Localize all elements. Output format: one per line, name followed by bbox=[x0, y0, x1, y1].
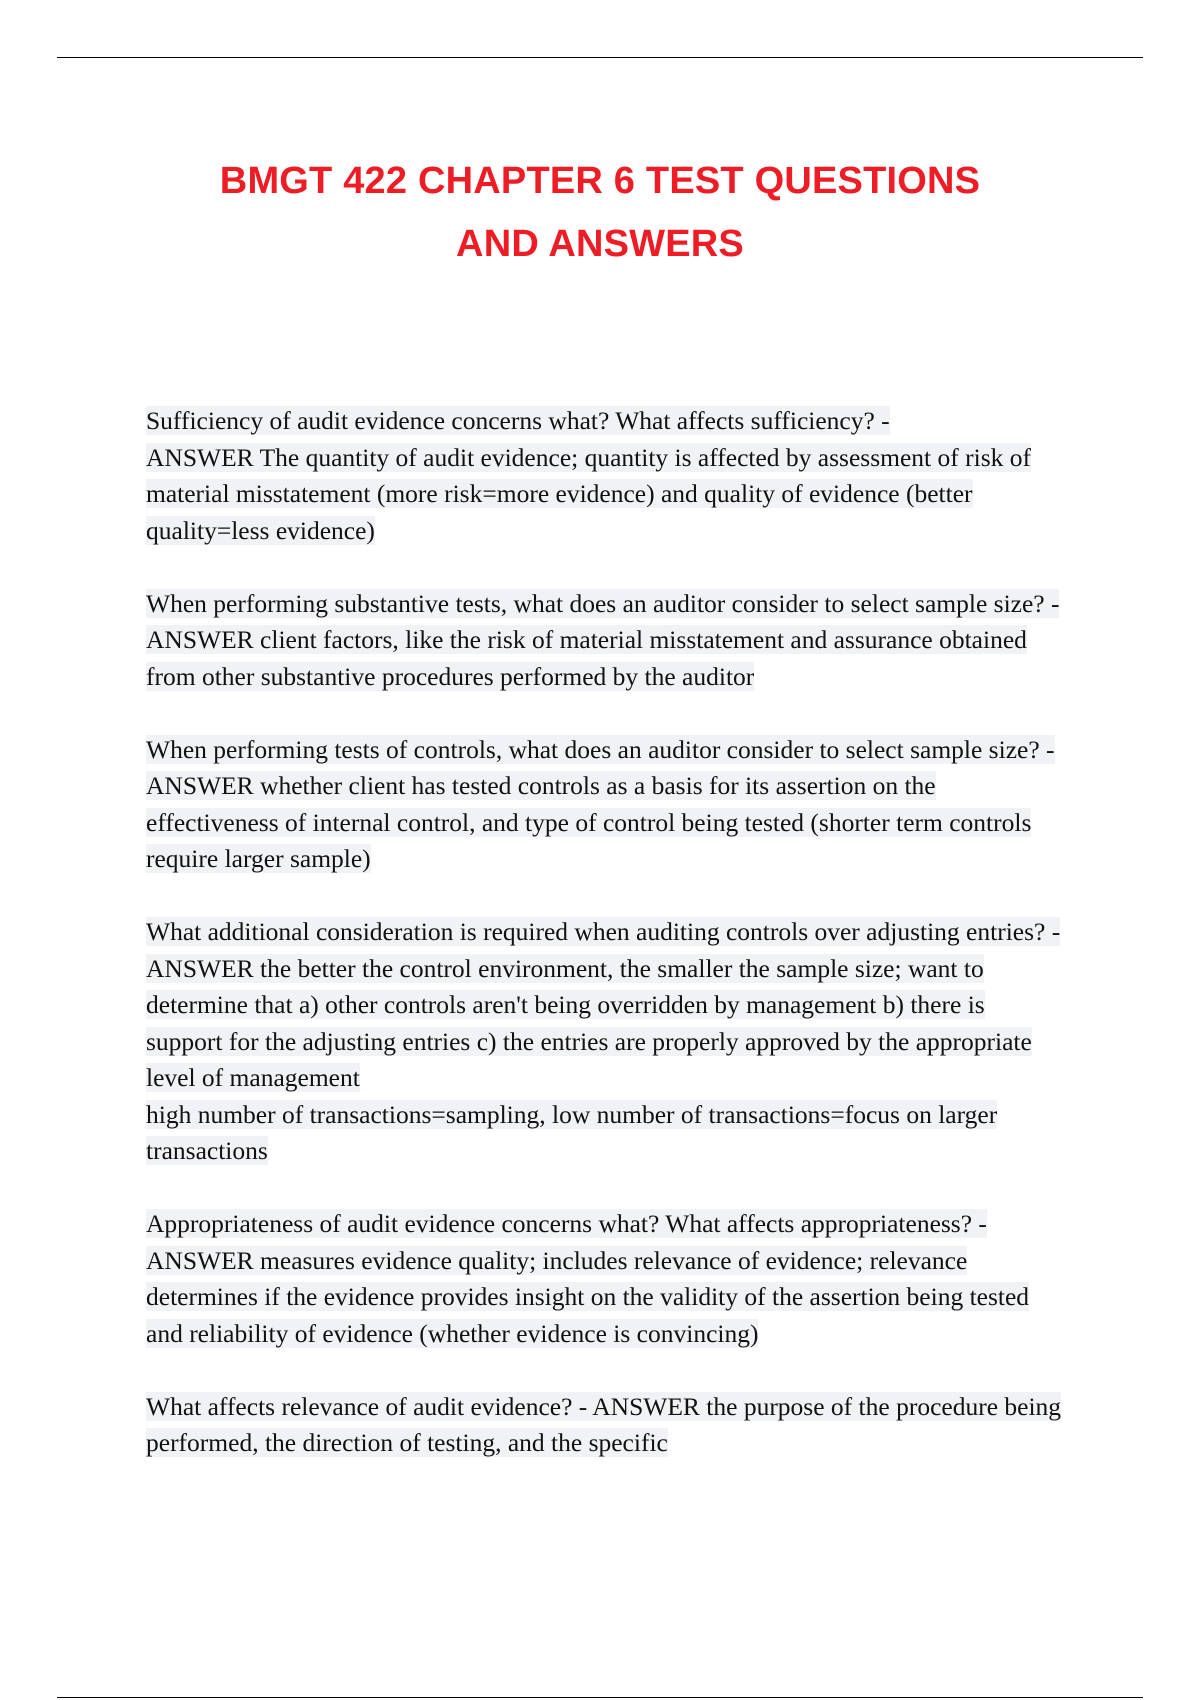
qa-item-6 bbox=[146, 1389, 1066, 1462]
title-line-1: BMGT 422 CHAPTER 6 TEST QUESTIONS bbox=[219, 160, 981, 202]
qa-item-2 bbox=[146, 586, 1066, 696]
top-rule bbox=[57, 57, 1143, 58]
document-title bbox=[100, 150, 1100, 276]
qa-item-5 bbox=[146, 1206, 1066, 1352]
answer-text: ANSWER whether client has tested controls as a basis for its assertion on the effectiveness of internal control, and type of control being tested (shorter term controls require larger sample) bbox=[146, 771, 1032, 873]
bottom-rule bbox=[57, 1697, 1143, 1698]
qa-item-1 bbox=[146, 403, 1066, 549]
question-text: What affects relevance of audit evidence? - bbox=[146, 1391, 588, 1421]
question-text: What additional consideration is required when auditing controls over adjusting entries? - bbox=[146, 917, 1061, 946]
question-text: Sufficiency of audit evidence concerns what? What affects sufficiency? - bbox=[146, 406, 890, 435]
answer-text: ANSWER the better the control environment, the smaller the sample size; want to determine that a) other controls aren't being overridden by management b) there is support for the adjusting entries c) the entries are properly approved by the appropriate level of management bbox=[146, 953, 1032, 1092]
qa-item-4 bbox=[146, 914, 1066, 1170]
answer-text: ANSWER client factors, like the risk of material misstatement and assurance obtained from other substantive procedures performed by the auditor bbox=[146, 625, 1027, 691]
answer-text: ANSWER measures evidence quality; includes relevance of evidence; relevance determines if the evidence provides insight on the validity of the assertion being tested and reliability of evidence (whether evidence is convincing) bbox=[146, 1245, 1030, 1348]
title-line-2: AND ANSWERS bbox=[456, 223, 744, 265]
question-text: When performing substantive tests, what does an auditor consider to select sample size? - bbox=[146, 588, 1060, 618]
qa-item-3 bbox=[146, 732, 1066, 878]
answer-text: ANSWER the purpose of the procedure being performed, the direction of testing, and the specific bbox=[146, 1391, 1062, 1457]
qa-list bbox=[146, 403, 1066, 1498]
question-text: Appropriateness of audit evidence concerns what? What affects appropriateness? - bbox=[146, 1209, 987, 1238]
question-text: When performing tests of controls, what does an auditor consider to select sample size? - bbox=[146, 734, 1055, 764]
answer-text-continued: high number of transactions=sampling, low number of transactions=focus on larger transactions bbox=[146, 1099, 998, 1165]
answer-text: ANSWER The quantity of audit evidence; quantity is affected by assessment of risk of material misstatement (more risk=more evidence) and quality of evidence (better quality=less evidence) bbox=[146, 442, 1031, 545]
